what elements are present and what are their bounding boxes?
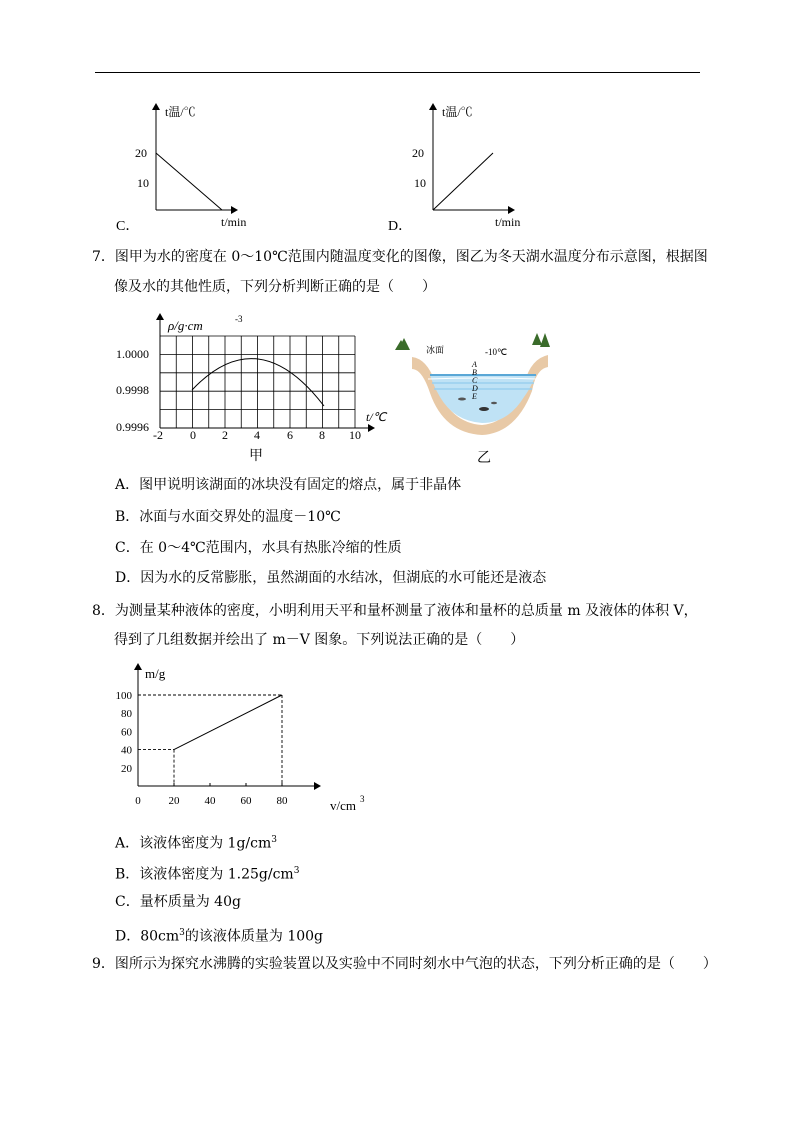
q7-stem-line1: 7．图甲为水的密度在 0～10℃范围内随温度变化的图像，图乙为冬天湖水温度分布示意图，根据图 <box>92 249 708 265</box>
q7-fig-yi <box>392 325 562 470</box>
mv-ytick-20: 20 <box>121 762 132 775</box>
mv-ytick-100: 100 <box>115 690 132 702</box>
graph-c-line <box>156 153 222 210</box>
mv-guide-lines <box>138 695 282 786</box>
mv-xlabel: v/cm <box>330 798 356 813</box>
mv-xtick-60: 60 <box>240 795 252 807</box>
q9-stem-line1: 9．图所示为探究水沸腾的实验装置以及实验中不同时刻水中气泡的状态，下列分析正确的是（ ） <box>92 956 717 972</box>
jia-xtick-2: 2 <box>222 428 228 442</box>
q8-option-d-pre: D．80cm <box>115 928 180 945</box>
jia-ytick-2: 0.9996 <box>116 420 149 434</box>
yi-layer-d: D <box>472 384 478 393</box>
yi-layer-e: E <box>472 392 477 401</box>
graph-d-xlabel: t/min <box>495 215 521 229</box>
jia-ytick-1: 0.9998 <box>116 383 149 397</box>
jia-xtick-4: 6 <box>287 428 293 442</box>
q7-stem-line2: 像及水的其他性质，下列分析判断正确的是（ ） <box>114 279 436 295</box>
q8-option-d-sup: 3 <box>179 928 185 938</box>
yi-layer-b: B <box>472 368 477 377</box>
jia-grid <box>160 336 355 428</box>
jia-xtick-1: 0 <box>190 428 196 442</box>
fish-icon <box>479 407 489 411</box>
graph-c-xlabel: t/min <box>221 215 247 229</box>
fish-icon <box>458 398 466 401</box>
mv-xtick-0: 0 <box>135 795 141 807</box>
q7-option-d[interactable]: D．因为水的反常膨胀，虽然湖面的水结冰，但湖底的水可能还是液态 <box>115 570 547 586</box>
jia-xtick-0: -2 <box>153 428 163 442</box>
graph-d-tick-10: 10 <box>414 176 426 190</box>
q7-option-b[interactable]: B．冰面与水面交界处的温度－10℃ <box>115 509 341 525</box>
q8-option-b[interactable] <box>115 861 299 885</box>
yi-layer-c: C <box>472 376 478 385</box>
mv-ylabel: m/g <box>145 666 166 681</box>
q8-option-c[interactable]: C．量杯质量为 40g <box>115 894 241 910</box>
q6-graph-c <box>125 100 245 232</box>
q8-mv-chart <box>110 660 380 820</box>
jia-ylabel: ρ/g·cm <box>168 318 203 333</box>
graph-c-tick-10: 10 <box>137 176 149 190</box>
yi-layer-a: A <box>472 360 477 369</box>
q7-option-a[interactable]: A．图甲说明该湖面的冰块没有固定的熔点，属于非晶体 <box>115 477 462 493</box>
jia-ylabel-sup: -3 <box>235 314 243 324</box>
q7-fig-jia <box>112 308 392 468</box>
mv-xtick-20: 20 <box>168 795 180 807</box>
yi-caption: 乙 <box>477 451 491 466</box>
mv-ytick-80: 80 <box>121 708 132 721</box>
density-curve <box>192 359 324 406</box>
q8-option-a[interactable] <box>115 830 277 854</box>
jia-caption: 甲 <box>249 449 263 464</box>
q8-stem-line2: 得到了几组数据并绘出了 m－V 图象。下列说法正确的是（ ） <box>114 632 525 648</box>
tree-left-icon <box>395 338 410 350</box>
q6-graph-d <box>402 100 522 232</box>
mv-xtick-80: 80 <box>276 795 288 807</box>
jia-xtick-3: 4 <box>254 428 260 442</box>
q8-option-d-post: 的该液体质量为 100g <box>184 928 324 945</box>
graph-c-tick-20: 20 <box>135 146 147 160</box>
q6-option-c-label[interactable]: C． <box>116 219 140 234</box>
q6-option-d-label[interactable]: D． <box>388 219 413 234</box>
q8-option-a-text: A．该液体密度为 1g/cm <box>115 835 272 852</box>
q8-option-b-sup: 3 <box>293 866 300 876</box>
mv-ytick-60: 60 <box>121 726 132 739</box>
jia-xtick-5: 8 <box>319 428 325 442</box>
graph-c-ylabel: t温/℃ <box>165 105 196 119</box>
mv-ytick-40: 40 <box>121 744 132 757</box>
jia-xlabel: t/℃ <box>366 410 387 424</box>
yi-temp-label: -10℃ <box>485 347 508 357</box>
q7-option-c[interactable]: C．在 0～4℃范围内，水具有热胀冷缩的性质 <box>115 540 402 556</box>
graph-d-ylabel: t温/℃ <box>442 105 473 119</box>
mv-xtick-40: 40 <box>204 795 216 807</box>
mv-xlabel-sup: 3 <box>360 794 365 804</box>
jia-ytick-0: 1.0000 <box>116 347 149 361</box>
q8-option-b-text: B．该液体密度为 1.25g/cm <box>115 866 294 883</box>
q8-option-d[interactable] <box>115 923 323 947</box>
graph-d-tick-20: 20 <box>412 146 424 160</box>
graph-d-line <box>433 153 493 210</box>
jia-xtick-6: 10 <box>349 428 361 442</box>
q8-option-a-sup: 3 <box>271 835 277 845</box>
q8-stem-line1: 8．为测量某种液体的密度，小明利用天平和量杯测量了液体和量杯的总质量 m 及液体的体积 V， <box>92 603 698 619</box>
mv-data-line <box>174 695 282 750</box>
fish-icon <box>491 402 497 404</box>
yi-ice-label: 冰面 <box>426 345 445 355</box>
header-rule <box>95 72 700 73</box>
tree-right-icon <box>532 333 550 347</box>
